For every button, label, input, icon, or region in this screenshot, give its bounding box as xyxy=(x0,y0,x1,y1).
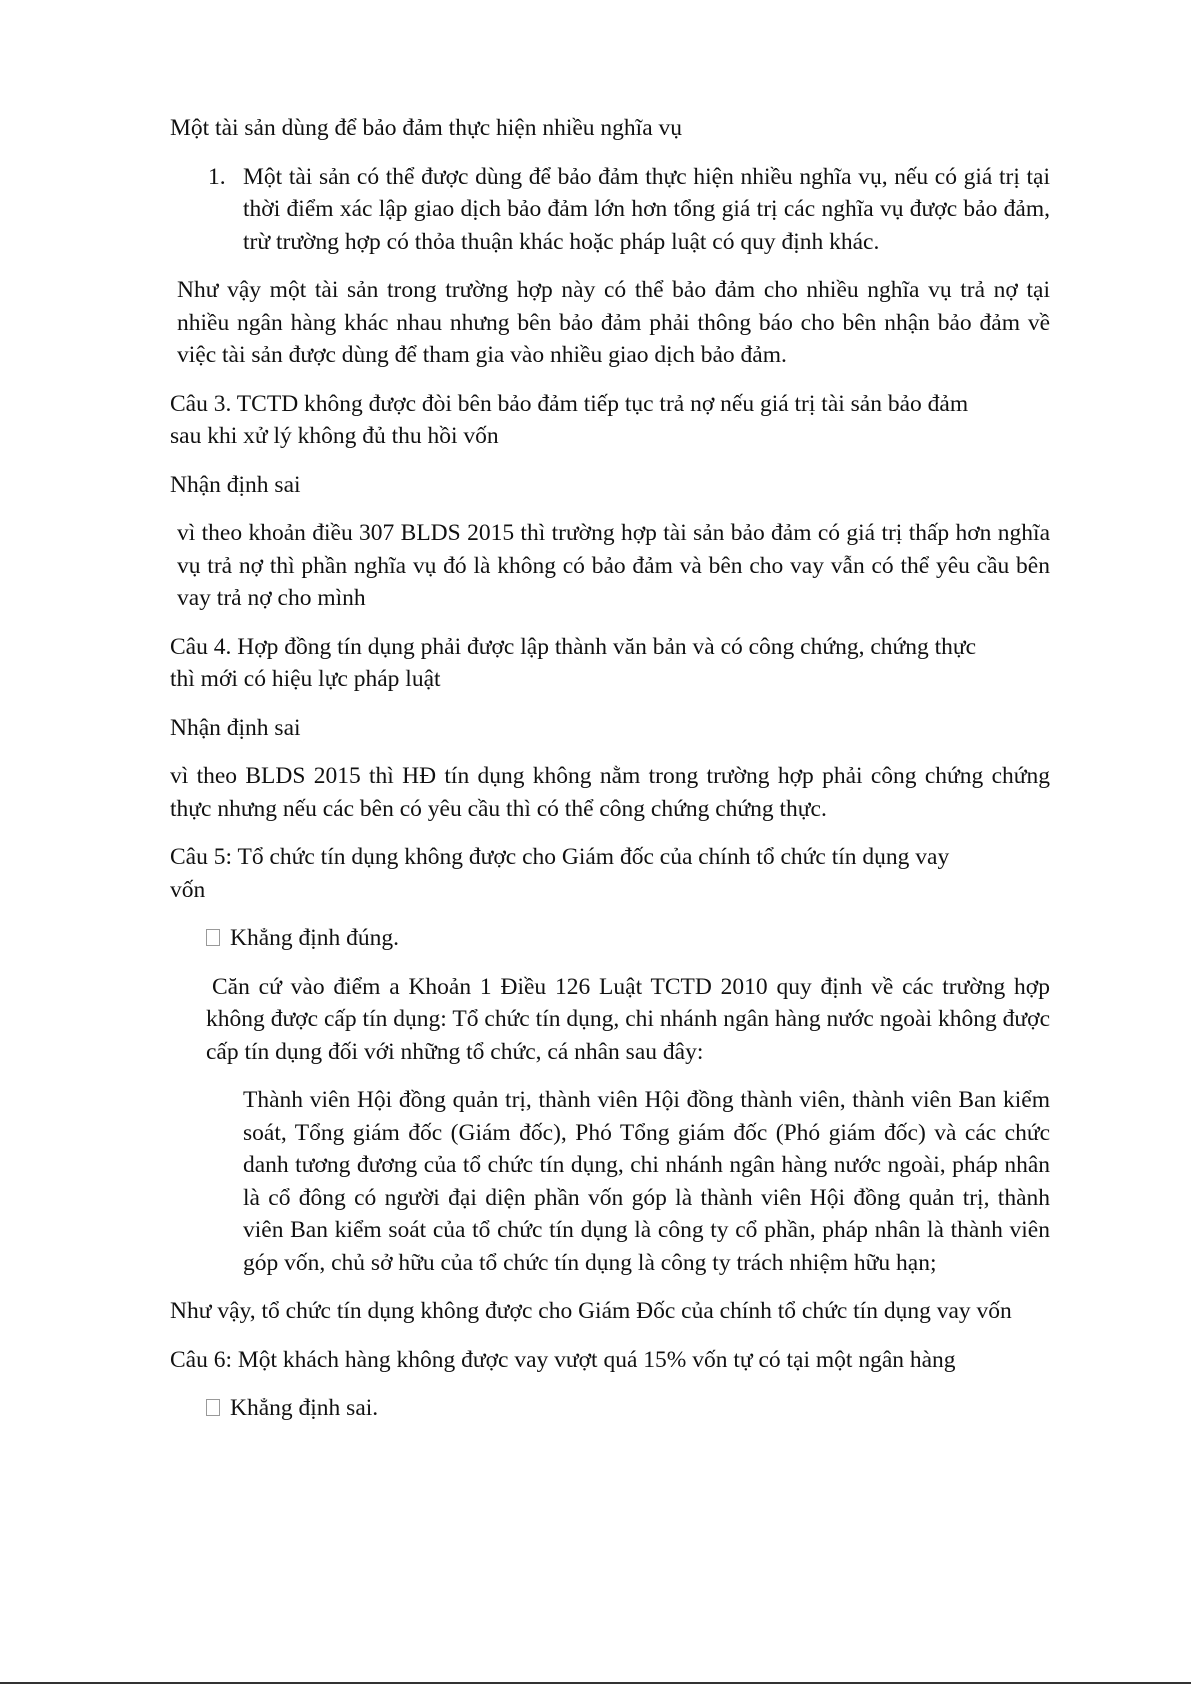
document-body xyxy=(170,112,1050,1441)
verdict-cau-6 xyxy=(206,1392,1050,1425)
verdict-cau-3: Nhận định sai xyxy=(170,471,301,498)
page-bottom-rule xyxy=(0,1682,1191,1684)
explanation-cau-3: vì theo khoản điều 307 BLDS 2015 thì trường hợp tài sản bảo đảm có giá trị thấp hơn nghĩa vụ trả nợ thì phần nghĩa vụ đó là không có bảo đảm và bên cho vay vẫn có thể yêu cầu bên vay trả nợ cho mình xyxy=(177,520,1050,611)
checkbox-placeholder-icon xyxy=(206,929,220,946)
list-number: 1. xyxy=(208,163,226,190)
question-cau-4: Câu 4. Hợp đồng tín dụng phải được lập thành văn bản và có công chứng, chứng thực thì mới có hiệu lực pháp luật xyxy=(170,633,977,692)
explanation-cau-4: vì theo BLDS 2015 thì HĐ tín dụng không nằm trong trường hợp phải công chứng chứng thực nhưng nếu các bên có yêu cầu thì có thể công chứng chứng thực. xyxy=(170,763,1050,822)
verdict-cau-4: Nhận định sai xyxy=(170,714,301,741)
basis-cau-5: Căn cứ vào điểm a Khoản 1 Điều 126 Luật TCTD 2010 quy định về các trường hợp không được cấp tín dụng: Tổ chức tín dụng, chi nhánh ngân hàng nước ngoài không được cấp tín dụng đối với những tổ chức, cá nhân sau đây: xyxy=(206,973,1050,1065)
list-item-text: Một tài sản có thể được dùng để bảo đảm thực hiện nhiều nghĩa vụ, nếu có giá trị tại thời điểm xác lập giao dịch bảo đảm lớn hơn tổng giá trị các nghĩa vụ được bảo đảm, trừ trường hợp có thỏa thuận khác hoặc pháp luật có quy định khác. xyxy=(243,163,1050,255)
paragraph-nhu-vay: Như vậy một tài sản trong trường hợp này có thể bảo đảm cho nhiều nghĩa vụ trả nợ tại nhiều ngân hàng khác nhau nhưng bên bảo đảm phải thông báo cho bên nhận bảo đảm về việc tài sản được dùng để tham gia vào nhiều giao dịch bảo đảm. xyxy=(177,277,1050,368)
conclusion-cau-5: Như vậy, tổ chức tín dụng không được cho Giám Đốc của chính tổ chức tín dụng vay vốn xyxy=(170,1298,1012,1324)
intro-heading: Một tài sản dùng để bảo đảm thực hiện nhiều nghĩa vụ xyxy=(170,115,683,141)
verdict-text: Khẳng định sai. xyxy=(230,1395,379,1421)
question-cau-5: Câu 5: Tổ chức tín dụng không được cho Giám đốc của chính tổ chức tín dụng vay vốn xyxy=(170,844,950,903)
question-cau-3: Câu 3. TCTD không được đòi bên bảo đảm tiếp tục trả nợ nếu giá trị tài sản bảo đảm sau khi xử lý không đủ thu hồi vốn xyxy=(170,390,969,449)
numbered-list-item xyxy=(208,161,1050,259)
verdict-text: Khẳng định đúng. xyxy=(230,925,400,951)
checkbox-placeholder-icon xyxy=(206,1399,220,1416)
quote-cau-5: Thành viên Hội đồng quản trị, thành viên Hội đồng thành viên, thành viên Ban kiểm soát, Tổng giám đốc (Giám đốc), Phó Tổng giám đốc (Phó giám đốc) và các chức danh tương đương của tổ chức tín dụng, chi nhánh ngân hàng nước ngoài, pháp nhân là cổ đông có người đại diện phần vốn góp là thành viên Hội đồng quản trị, thành viên Ban kiểm soát của tổ chức tín dụng là công ty cổ phần, pháp nhân là thành viên góp vốn, chủ sở hữu của tổ chức tín dụng là công ty trách nhiệm hữu hạn; xyxy=(243,1087,1050,1276)
question-cau-6: Câu 6: Một khách hàng không được vay vượt quá 15% vốn tự có tại một ngân hàng xyxy=(170,1346,956,1373)
verdict-cau-5 xyxy=(206,922,1050,955)
